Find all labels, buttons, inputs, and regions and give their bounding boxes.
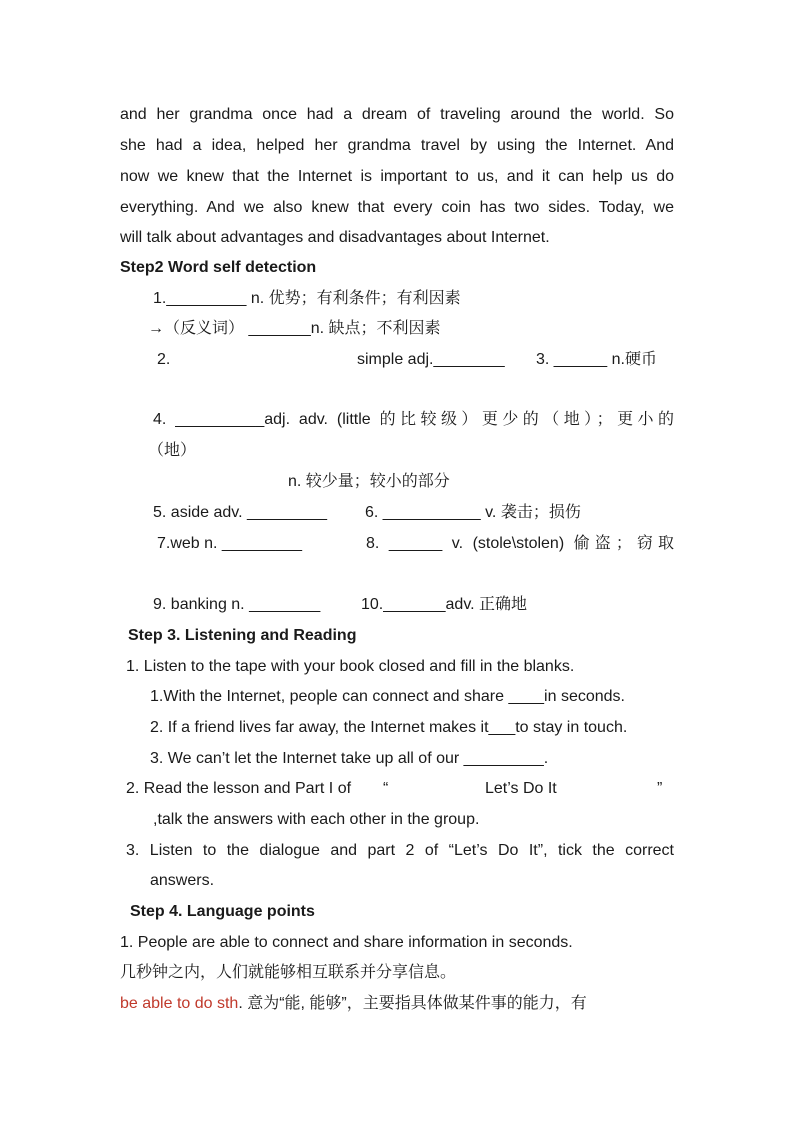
vocab-item-10: 10._______adv. 正确地 [361,596,528,613]
reading-task-2-cont: ,talk the answers with each other in the group. [153,811,480,828]
listening-task-1: 1. Listen to the tape with your book closed and fill in the blanks. [126,658,575,675]
listening-task-3-cont: answers. [150,872,215,889]
listening-task-3: 3. Listen to the dialogue and part 2 of “Let’s Do It”, tick the correct [126,842,674,859]
step2-heading: Step2 Word self detection [120,259,317,276]
reading-task-2-open-quote: “ [383,780,389,797]
reading-task-2-title: Let’s Do It [485,780,557,797]
listening-q2: 2. If a friend lives far away, the Internet makes it___to stay in touch. [150,719,628,736]
vocab-item-5: 5. aside adv. _________ [153,504,328,521]
vocab-item-4-cont: （地） [148,442,197,459]
vocab-item-9: 9. banking n. ________ [153,596,321,613]
vocab-item-4-noun: n. 较少量；较小的部分 [288,473,450,490]
phrase-explanation: . 意为“能, 能够”，主要指具体做某件事的能力，有 [238,995,587,1012]
reading-task-2-close-quote: ” [657,780,663,797]
language-point-1: 1. People are able to connect and share information in seconds. [120,934,573,951]
phrase-highlight: be able to do sth [120,995,239,1012]
intro-line-5: will talk about advantages and disadvantages about Internet. [120,229,550,246]
listening-q3: 3. We can’t let the Internet take up all of our _________. [150,750,549,767]
vocab-item-7: 7.web n. _________ [157,535,303,552]
vocab-item-1: 1._________ n. 优势；有利条件；有利因素 [153,290,461,307]
vocab-item-8: 8. ______ v. (stole\stolen) 偷盗；窃取 [366,535,674,552]
vocab-item-4: 4. __________adj. adv. (little 的比较级）更少的（地）；更小的 [153,411,674,428]
intro-line-2: she had a idea, helped her grandma travel by using the Internet. And [120,137,674,154]
vocab-item-1-antonym: →（反义词） _______n. 缺点；不利因素 [148,320,441,337]
vocab-item-3: 3. ______ n.硬币 [536,351,657,368]
listening-q1: 1.With the Internet, people can connect and share ____in seconds. [150,688,625,705]
intro-line-1: and her grandma once had a dream of traveling around the world. So [120,106,674,123]
vocab-item-2: simple adj.________ [357,351,505,368]
step3-heading: Step 3. Listening and Reading [128,627,357,644]
intro-line-4: everything. And we also knew that every coin has two sides. Today, we [120,199,674,216]
language-point-2 [120,993,587,1015]
vocab-item-6: 6. ___________ v. 袭击；损伤 [365,504,581,521]
vocab-item-2-number: 2. [157,351,171,368]
language-point-1-translation: 几秒钟之内，人们就能够相互联系并分享信息。 [120,964,457,981]
intro-line-3: now we knew that the Internet is important to us, and it can help us do [120,168,674,185]
reading-task-2: 2. Read the lesson and Part I of [126,780,352,797]
step4-heading: Step 4. Language points [130,903,315,920]
